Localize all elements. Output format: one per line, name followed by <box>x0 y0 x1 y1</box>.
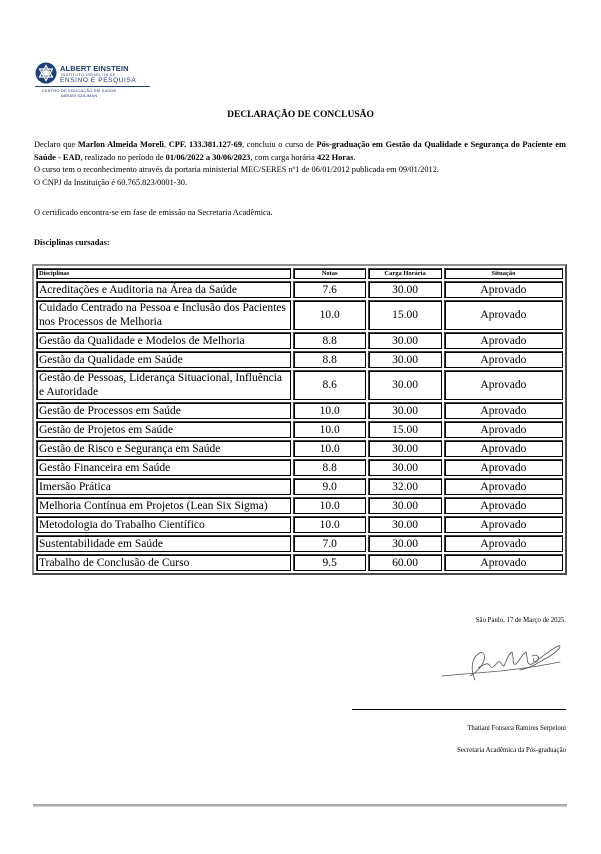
student-name: Marlon Almeida Moreli <box>77 140 164 149</box>
cell-grade: 8.8 <box>293 351 366 368</box>
cell-discipline: Gestão Financeira em Saúde <box>36 459 291 476</box>
cell-status: Aprovado <box>444 370 563 400</box>
header-situacao: Situação <box>444 268 563 279</box>
table-row <box>36 421 563 438</box>
cell-hours: 30.00 <box>368 402 442 419</box>
cell-status: Aprovado <box>444 300 563 330</box>
disciplines-table-wrapper <box>32 264 567 575</box>
cell-status: Aprovado <box>444 478 563 495</box>
declaration-text: , com carga horária <box>250 152 317 162</box>
document-title: DECLARAÇÃO DE CONCLUSÃO <box>227 110 374 120</box>
cell-status: Aprovado <box>444 554 563 571</box>
declaration-text: , <box>164 140 169 149</box>
place-date: São Paulo, 17 de Março de 2025. <box>475 617 566 624</box>
cell-discipline: Gestão da Qualidade em Saúde <box>36 351 291 368</box>
cell-grade: 10.0 <box>293 440 366 457</box>
table-row <box>36 281 563 298</box>
table-row <box>36 554 563 571</box>
logo-name: ALBERT EINSTEIN <box>60 64 129 73</box>
cell-grade: 7.6 <box>293 281 366 298</box>
declaration-text: Declaro que <box>34 140 78 149</box>
cell-status: Aprovado <box>444 516 563 533</box>
table-row <box>36 535 563 552</box>
table-row <box>36 370 563 400</box>
course-name: Pós-graduação em Gestão da Qualidade e Segurança do Paciente em Saúde - EAD <box>34 140 566 162</box>
cell-discipline: Metodologia do Trabalho Científico <box>36 516 291 533</box>
table-row <box>36 459 563 476</box>
cell-hours: 15.00 <box>368 421 442 438</box>
logo-centro-line1: CENTRO DE EDUCAÇÃO EM SAÚDE <box>41 88 117 93</box>
header-disciplinas: Disciplinas <box>36 268 291 279</box>
student-cpf: CPF. 133.381.127-69 <box>168 140 243 149</box>
logo-divider <box>35 86 150 87</box>
star-of-david-emblem-icon <box>35 62 57 84</box>
cell-hours: 30.00 <box>368 516 442 533</box>
cell-hours: 30.00 <box>368 440 442 457</box>
signer-name: Thatiani Fonseca Ramires Serpeloni <box>467 725 566 732</box>
table-row <box>36 402 563 419</box>
table-row <box>36 478 563 495</box>
cell-discipline: Sustentabilidade em Saúde <box>36 535 291 552</box>
course-hours: 422 Horas <box>316 152 354 162</box>
cell-grade: 8.8 <box>293 459 366 476</box>
cell-status: Aprovado <box>444 459 563 476</box>
cell-grade: 10.0 <box>293 497 366 514</box>
header-notas: Notas <box>293 268 366 279</box>
cell-discipline: Gestão de Projetos em Saúde <box>36 421 291 438</box>
table-row <box>36 300 563 330</box>
declaration-paragraph <box>34 139 566 164</box>
cell-hours: 30.00 <box>368 332 442 349</box>
cell-grade: 7.0 <box>293 535 366 552</box>
cell-status: Aprovado <box>444 281 563 298</box>
institution-logo <box>33 60 158 102</box>
signer-role: Secretaria Acadêmica da Pós-graduação <box>457 747 566 754</box>
cell-discipline: Imersão Prática <box>36 478 291 495</box>
cell-discipline: Gestão de Pessoas, Liderança Situacional, Influência e Autoridade <box>36 370 291 400</box>
cell-grade: 8.6 <box>293 370 366 400</box>
table-row <box>36 440 563 457</box>
recognition-text: O curso tem o reconhecimento através da portaria ministerial MEC/SERES nº1 de 06/01/2012 publicada em 09/01/2012. <box>34 165 439 174</box>
cell-discipline: Trabalho de Conclusão de Curso <box>36 554 291 571</box>
cell-discipline: Gestão de Processos em Saúde <box>36 402 291 419</box>
cell-status: Aprovado <box>444 421 563 438</box>
cell-grade: 9.5 <box>293 554 366 571</box>
cell-discipline: Melhoria Contínua em Projetos (Lean Six Sigma) <box>36 497 291 514</box>
declaration-text: , realizado no período de <box>80 152 166 162</box>
cell-hours: 15.00 <box>368 300 442 330</box>
signature-icon <box>440 640 565 685</box>
cell-status: Aprovado <box>444 440 563 457</box>
cell-grade: 10.0 <box>293 516 366 533</box>
cell-status: Aprovado <box>444 497 563 514</box>
cell-discipline: Acreditações e Auditoria na Área da Saúde <box>36 281 291 298</box>
cell-grade: 10.0 <box>293 402 366 419</box>
logo-centro <box>38 88 120 98</box>
disciplines-table <box>32 264 567 575</box>
declaration-text: . <box>353 152 356 162</box>
cell-status: Aprovado <box>444 332 563 349</box>
cell-grade: 10.0 <box>293 421 366 438</box>
footer-divider <box>33 804 567 807</box>
table-header-row <box>36 268 563 279</box>
signature-line <box>352 709 566 710</box>
cell-hours: 30.00 <box>368 535 442 552</box>
cell-hours: 30.00 <box>368 459 442 476</box>
cell-hours: 30.00 <box>368 497 442 514</box>
cell-status: Aprovado <box>444 351 563 368</box>
logo-subtitle: INSTITUTO ISRAELITA DE <box>61 73 116 77</box>
logo-centro-line2: ABRAM SZAJMAN <box>60 93 98 98</box>
cell-hours: 32.00 <box>368 478 442 495</box>
cell-grade: 9.0 <box>293 478 366 495</box>
table-row <box>36 332 563 349</box>
cell-grade: 8.8 <box>293 332 366 349</box>
cell-hours: 30.00 <box>368 370 442 400</box>
cell-hours: 30.00 <box>368 351 442 368</box>
cell-grade: 10.0 <box>293 300 366 330</box>
cell-hours: 60.00 <box>368 554 442 571</box>
course-period: 01/06/2022 a 30/06/2023 <box>165 152 251 162</box>
header-carga-horaria: Carga Horária <box>368 268 442 279</box>
cell-discipline: Gestão da Qualidade e Modelos de Melhoria <box>36 332 291 349</box>
table-row <box>36 351 563 368</box>
cnpj-text: O CNPJ da Instituição é 60.765.823/0001-30. <box>34 178 188 187</box>
cell-status: Aprovado <box>444 535 563 552</box>
cell-status: Aprovado <box>444 402 563 419</box>
certificate-status-text: O certificado encontra-se em fase de emissão na Secretaria Acadêmica. <box>34 208 273 217</box>
logo-ensino: ENSINO E PESQUISA <box>60 77 137 84</box>
table-row <box>36 516 563 533</box>
cell-discipline: Cuidado Centrado na Pessoa e Inclusão dos Pacientes nos Processos de Melhoria <box>36 300 291 330</box>
disciplines-heading: Disciplinas cursadas: <box>34 238 110 247</box>
table-row <box>36 497 563 514</box>
cell-hours: 30.00 <box>368 281 442 298</box>
declaration-text: , concluiu o curso de <box>242 140 317 149</box>
cell-discipline: Gestão de Risco e Segurança em Saúde <box>36 440 291 457</box>
